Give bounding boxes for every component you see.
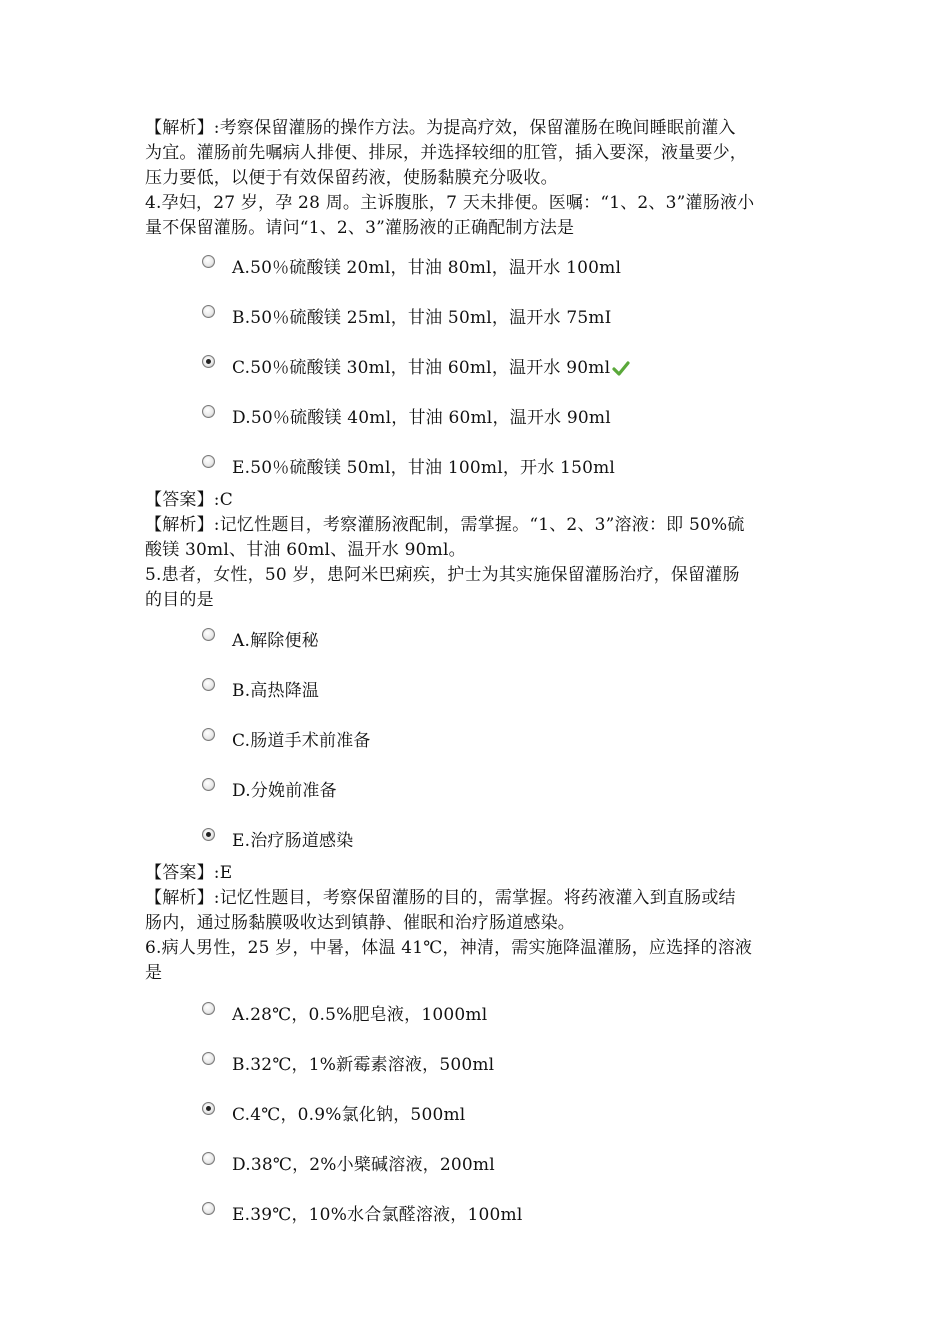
radio-button-icon[interactable]: [202, 828, 215, 841]
q4-analysis-line-2: 酸镁 30ml、甘油 60ml、温开水 90ml。: [145, 540, 466, 560]
q5-option-a-label: A.解除便秘: [232, 631, 319, 651]
radio-button-icon[interactable]: [202, 1102, 215, 1115]
q3-analysis-line-3: 压力要低，以便于有效保留药液，使肠黏膜充分吸收。: [145, 168, 558, 188]
q4-option-c-label: C.50％硫酸镁 30ml，甘油 60ml，温开水 90ml: [232, 358, 611, 378]
q5-answer: 【答案】:E: [145, 863, 233, 883]
radio-button-icon[interactable]: [202, 1052, 215, 1065]
q5-option-b-label: B.高热降温: [232, 681, 320, 701]
q3-analysis-line-2: 为宜。灌肠前先嘱病人排便、排尿，并选择较细的肛管，插入要深，液量要少，: [145, 143, 747, 163]
radio-button-icon[interactable]: [202, 778, 215, 791]
q5-question-line-1: 5.患者，女性，50 岁，患阿米巴痢疾，护士为其实施保留灌肠治疗，保留灌肠: [145, 565, 740, 585]
q5-option-e-label: E.治疗肠道感染: [232, 831, 354, 851]
checkmark-icon: [612, 361, 630, 376]
q6-question-line-1: 6.病人男性，25 岁，中暑，体温 41℃，神清，需实施降温灌肠，应选择的溶液: [145, 938, 753, 958]
radio-button-icon[interactable]: [202, 405, 215, 418]
q5-option-c-label: C.肠道手术前准备: [232, 731, 371, 751]
q6-question-line-2: 是: [145, 963, 163, 983]
q6-option-a-label: A.28℃，0.5%肥皂液，1000ml: [232, 1005, 488, 1025]
q5-option-d-label: D.分娩前准备: [232, 781, 337, 801]
radio-button-icon[interactable]: [202, 628, 215, 641]
q4-option-e-label: E.50％硫酸镁 50ml，甘油 100ml，开水 150ml: [232, 458, 616, 478]
q6-option-d-label: D.38℃，2%小檗碱溶液，200ml: [232, 1155, 495, 1175]
q4-answer: 【答案】:C: [145, 490, 233, 510]
q3-analysis-line-1: 【解析】:考察保留灌肠的操作方法。为提高疗效，保留灌肠在晚间睡眠前灌入: [145, 118, 736, 138]
radio-button-icon[interactable]: [202, 728, 215, 741]
q5-question-line-2: 的目的是: [145, 590, 214, 610]
q4-option-b-label: B.50％硫酸镁 25ml，甘油 50ml，温开水 75mI: [232, 308, 612, 328]
radio-button-icon[interactable]: [202, 255, 215, 268]
q4-option-d-label: D.50％硫酸镁 40ml，甘油 60ml，温开水 90ml: [232, 408, 611, 428]
radio-button-icon[interactable]: [202, 1002, 215, 1015]
radio-button-icon[interactable]: [202, 305, 215, 318]
q4-option-a-label: A.50％硫酸镁 20ml，甘油 80ml，温开水 100ml: [232, 258, 622, 278]
q4-analysis-line-1: 【解析】:记忆性题目，考察灌肠液配制，需掌握。“1、2、3”溶液：即 50%硫: [145, 515, 745, 535]
q5-analysis-line-2: 肠内，通过肠黏膜吸收达到镇静、催眠和治疗肠道感染。: [145, 913, 575, 933]
q6-option-b-label: B.32℃，1%新霉素溶液，500ml: [232, 1055, 495, 1075]
q6-option-e-label: E.39℃，10%水合氯醛溶液，100ml: [232, 1205, 523, 1225]
q4-question-line-1: 4.孕妇，27 岁，孕 28 周。主诉腹胀，7 天未排便。医嘱：“1、2、3”灌肠液小: [145, 193, 755, 213]
radio-button-icon[interactable]: [202, 355, 215, 368]
radio-button-icon[interactable]: [202, 455, 215, 468]
q6-option-c-label: C.4℃，0.9%氯化钠，500ml: [232, 1105, 466, 1125]
radio-button-icon[interactable]: [202, 1202, 215, 1215]
radio-button-icon[interactable]: [202, 678, 215, 691]
radio-button-icon[interactable]: [202, 1152, 215, 1165]
q4-question-line-2: 量不保留灌肠。请问“1、2、3”灌肠液的正确配制方法是: [145, 218, 575, 238]
q5-analysis-line-1: 【解析】:记忆性题目，考察保留灌肠的目的，需掌握。将药液灌入到直肠或结: [145, 888, 736, 908]
